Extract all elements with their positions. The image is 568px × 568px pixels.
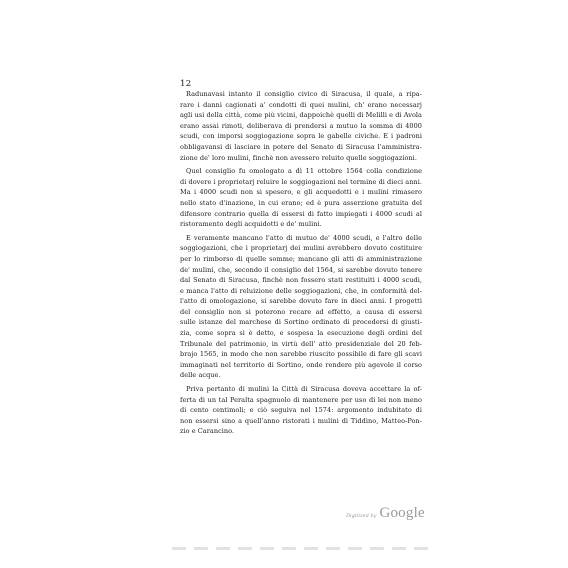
- paragraph: [180, 233, 422, 381]
- text-line: zia, come sopra si è detto, e sospesa la esecuzione degli ordini del: [180, 329, 422, 338]
- paragraph: [180, 384, 422, 437]
- text-line: del consiglio non si poterono recare ad effetto, a causa di essersi: [180, 307, 422, 316]
- text-line: non essersi sino a quell'anno ristorati i mulini di Tiddino, Matteo-Pon-: [180, 416, 422, 425]
- google-watermark: [346, 505, 425, 522]
- text-line: l'atto di omologazione, si sarebbe dovuto fare in dieci anni. I progetti: [180, 297, 422, 306]
- body-text: [180, 89, 422, 440]
- text-line: difensore contrario quella di essersi di fatto impiegati i 4000 scudi al: [180, 209, 422, 218]
- text-line: agli usi della città, come più vicini, dappoichè quelli di Melilli e di Avola: [180, 111, 422, 120]
- paragraph: [180, 89, 422, 163]
- text-line: immaginati nel territorio di Sortino, onde rendere più agevole il corso: [180, 360, 422, 369]
- text-line: di cento centimoli; e ciò seguiva nel 1574: argomento indubitato di: [180, 406, 422, 415]
- text-line: rare i danni cagionati a' condotti di quei mulini, ch' erano necessarj: [180, 100, 422, 109]
- text-line: ristoramento degli acquidotti e de' mulini.: [180, 220, 322, 229]
- watermark-prefix: Digitized by: [346, 513, 377, 519]
- text-line: E veramente mancano l'atto di mutuo de' 4000 scudi, e l'altro delle: [186, 233, 422, 242]
- text-line: zione de' loro mulini, finchè non avessero reluito quelle soggiogazioni.: [180, 153, 417, 162]
- text-line: ferta di un tal Peralta spagnuolo di mantenere per uso di lei non meno: [180, 395, 422, 404]
- paragraph: [180, 166, 422, 230]
- text-line: erano assai rimoti, deliberava di prendersi a mutuo la somma di 4000: [180, 121, 422, 130]
- text-line: scudi, con imporsi soggiogazione sopra le gabelle civiche. E i padroni: [180, 132, 422, 141]
- text-line: Radunavasi intanto il consiglio civico di Siracusa, il quale, a ripa-: [186, 90, 422, 98]
- text-line: e manca l'atto di reluizione delle soggiogazioni, che, in conformità del-: [180, 286, 422, 295]
- text-line: Ma i 4000 scudi non si spesero, e gli acquedotti e i mulini rimasero: [180, 188, 422, 197]
- text-line: di dovere i proprietarj reluire le soggiogazioni nel termine di dieci anni.: [180, 177, 422, 186]
- text-line: obbligavansi di lasciare in potere del Senato di Siracusa l'amministra-: [180, 142, 422, 151]
- text-line: de' mulini, che, secondo il consiglio del 1564, si sarebbe dovuto tenere: [180, 265, 422, 274]
- text-line: per lo rimborso di quelle somme; mancano gli atti di amministrazione: [180, 254, 422, 263]
- google-logo: Google: [379, 505, 425, 521]
- text-line: Priva pertanto di mulini la Città di Siracusa doveva accettare la of-: [186, 385, 422, 394]
- text-line: nello stato d'inazione, in cui erano; ed è pura asserzione gratuita del: [180, 198, 422, 207]
- text-line: Tribunale del patrimonio, in virtù dell' atto presidenziale del 20 feb-: [180, 339, 422, 348]
- text-line: soggiogazioni, che i proprietarj dei mulini avrebbero dovuto costituire: [180, 244, 422, 253]
- text-line: brajo 1565, in modo che non sarebbe riuscito possibile di fare gli scavi: [180, 350, 422, 359]
- text-line: zio e Carancino.: [180, 427, 235, 436]
- text-line: delle acque.: [180, 371, 221, 380]
- page-number: 12: [180, 79, 192, 89]
- text-line: dal Senato di Siracusa, finchè non fossero stati restituiti i 4000 scudi,: [180, 276, 422, 285]
- scan-edge-artifact: [172, 547, 434, 550]
- text-line: Quel consiglio fu omologato a dì 11 ottobre 1564 colla condizione: [186, 167, 422, 176]
- text-line: sulle istanze del marchese di Sortino ordinato di procedersi di giusti-: [180, 318, 422, 327]
